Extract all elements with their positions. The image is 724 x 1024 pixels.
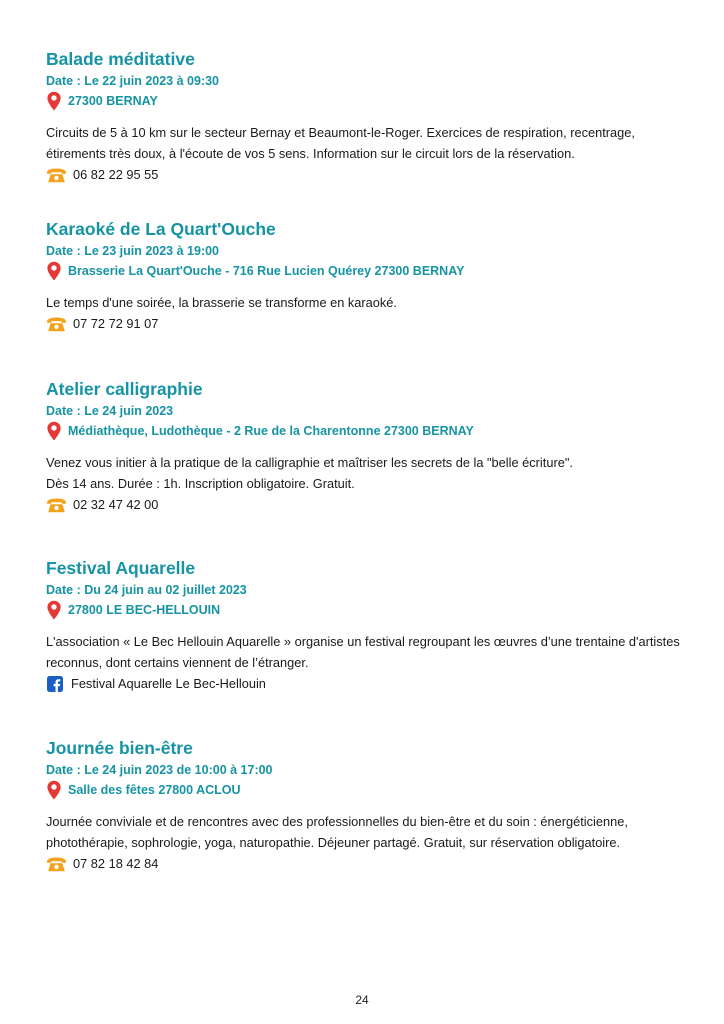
event-date: Date : Le 22 juin 2023 à 09:30 <box>46 74 220 88</box>
event-title: Festival Aquarelle <box>46 558 196 578</box>
event-address: Salle des fêtes 27800 ACLOU <box>68 783 241 797</box>
event-description <box>46 122 686 164</box>
event-card <box>46 378 686 515</box>
event-card <box>46 557 686 694</box>
description-line: Circuits de 5 à 10 km sur le secteur Bernay et Beaumont-le-Roger. Exercices de respiration, recentrage, étirements très doux, à l'écoute de vos 5 sens. Information sur le circuit lors de la réservation. <box>46 125 635 161</box>
event-address: Médiathèque, Ludothèque - 2 Rue de la Charentonne 27300 BERNAY <box>68 424 474 438</box>
event-contact <box>46 164 686 185</box>
event-card <box>46 218 686 334</box>
phone-icon <box>46 167 67 183</box>
event-description <box>46 292 686 313</box>
event-contact <box>46 853 686 874</box>
event-title: Atelier calligraphie <box>46 379 203 399</box>
phone-icon <box>46 316 67 332</box>
map-pin-icon <box>46 600 62 620</box>
event-title: Journée bien-être <box>46 738 193 758</box>
phone-icon <box>46 856 67 872</box>
facebook-link[interactable]: Festival Aquarelle Le Bec-Hellouin <box>71 676 266 691</box>
event-description <box>46 631 686 673</box>
event-contact <box>46 673 686 694</box>
event-title: Karaoké de La Quart'Ouche <box>46 219 276 239</box>
event-address: 27800 LE BEC-HELLOUIN <box>68 603 221 617</box>
event-date: Date : Du 24 juin au 02 juillet 2023 <box>46 583 247 597</box>
event-date: Date : Le 24 juin 2023 de 10:00 à 17:00 <box>46 763 273 777</box>
event-address: Brasserie La Quart'Ouche - 716 Rue Lucien Quérey 27300 BERNAY <box>68 264 465 278</box>
event-location <box>46 600 686 620</box>
phone-number[interactable]: 07 82 18 42 84 <box>73 856 159 871</box>
event-date: Date : Le 23 juin 2023 à 19:00 <box>46 244 220 258</box>
map-pin-icon <box>46 261 62 281</box>
facebook-icon <box>47 676 63 692</box>
event-card <box>46 48 686 185</box>
event-description <box>46 811 686 853</box>
description-line: Dès 14 ans. Durée : 1h. Inscription obligatoire. Gratuit. <box>46 476 355 491</box>
map-pin-icon <box>46 421 62 441</box>
description-line: Journée conviviale et de rencontres avec des professionnelles du bien-être et du soin : énergéticienne, photothérapie, sophrologie, yoga, naturopathie. Déjeuner partagé. Gratuit, sur réservation obligatoire. <box>46 814 628 850</box>
event-location <box>46 421 686 441</box>
event-contact <box>46 313 686 334</box>
event-description <box>46 452 686 494</box>
event-address: 27300 BERNAY <box>68 94 158 108</box>
phone-number[interactable]: 02 32 47 42 00 <box>73 497 159 512</box>
event-date: Date : Le 24 juin 2023 <box>46 404 174 418</box>
phone-icon <box>46 497 67 513</box>
phone-number[interactable]: 06 82 22 95 55 <box>73 167 159 182</box>
event-title: Balade méditative <box>46 49 195 69</box>
map-pin-icon <box>46 91 62 111</box>
description-line: Le temps d'une soirée, la brasserie se transforme en karaoké. <box>46 295 397 310</box>
page-number: 24 <box>355 993 369 1007</box>
event-location <box>46 91 686 111</box>
event-card <box>46 737 686 874</box>
description-line: Venez vous initier à la pratique de la calligraphie et maîtriser les secrets de la "belle écriture". <box>46 455 573 470</box>
event-location <box>46 780 686 800</box>
event-location <box>46 261 686 281</box>
description-line: L'association « Le Bec Hellouin Aquarelle » organise un festival regroupant les œuvres d’une trentaine d'artistes reconnus, dont certains viennent de l’étranger. <box>46 634 680 670</box>
map-pin-icon <box>46 780 62 800</box>
event-contact <box>46 494 686 515</box>
phone-number[interactable]: 07 72 72 91 07 <box>73 316 159 331</box>
